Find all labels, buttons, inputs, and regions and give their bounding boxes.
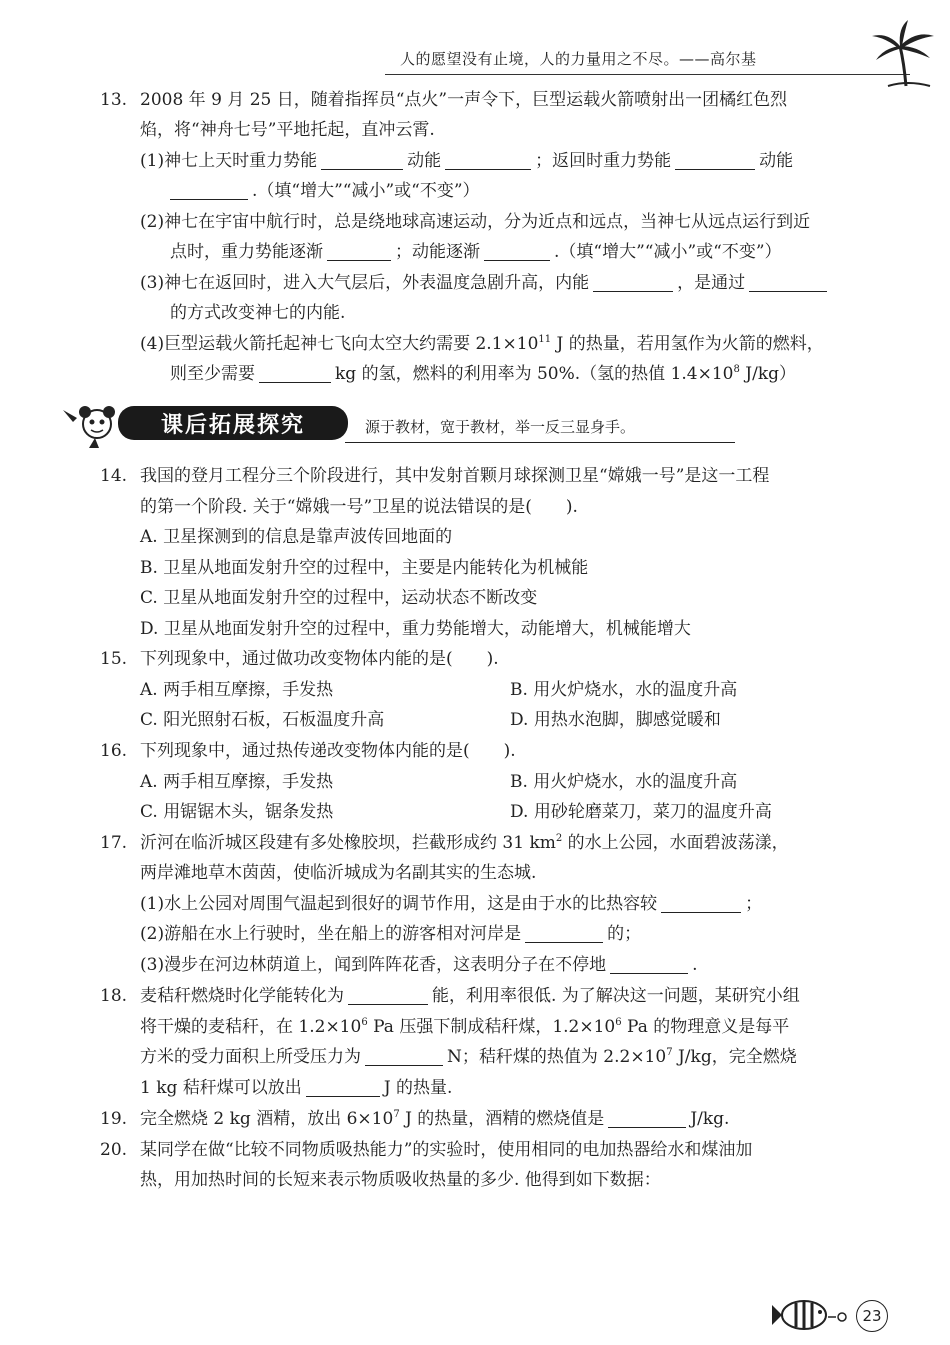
q13-sub3: (3)神七在返回时，进入大气层后，外表温度急剧升高，内能 ，是通过 [140, 269, 930, 297]
answer-blank[interactable] [306, 1078, 380, 1097]
q15-option-a: A. 两手相互摩擦，手发热 [140, 680, 334, 700]
section-underline [345, 442, 735, 443]
answer-blank[interactable] [348, 986, 428, 1005]
answer-blank[interactable] [593, 273, 673, 292]
answer-blank[interactable] [484, 242, 550, 261]
q20-line2: 热，用加热时间的长短来表示物质吸收热量的多少. 他得到如下数据： [140, 1170, 661, 1190]
q18-line3: 方米的受力面积上所受压力为 N；秸秆煤的热值为 $2.2\times 10^7$ J/kg，完全燃烧 [140, 1047, 797, 1067]
answer-blank[interactable] [608, 1109, 686, 1128]
q13-sub1-cont: .（填“增大”“减小”或“不变”） [170, 177, 950, 205]
q17-stem-line1: 17. 沂河在临沂城区段建有多处橡胶坝，拦截形成约 31 $km^2$ 的水上公园，水面碧波荡漾， [100, 833, 789, 853]
section-subtitle: 源于教材，宽于教材，举一反三显身手。 [365, 418, 636, 436]
q13-number: 13. [100, 90, 128, 110]
q14-stem-line1: 14. 我国的登月工程分三个阶段进行，其中发射首颗月球探测卫星“嫦娥一号”是这一工程 [100, 466, 770, 486]
section-title: 课后拓展探究 [118, 406, 348, 440]
q13-sub2: (2)神七在宇宙中航行时，总是绕地球高速运动，分为近点和远点，当神七从远点运行到近 [140, 212, 811, 232]
q18-line4: 1 kg 秸秆煤可以放出 J 的热量. [140, 1078, 453, 1098]
header-rule [385, 74, 910, 75]
q13-sub4-cont: 则至少需要 kg 的氢，燃料的利用率为 50%.（氢的热值 $1.4\times 10^8$ J/kg） [170, 364, 797, 384]
q13-sub2-cont: 点时，重力势能逐渐 ；动能逐渐 .（填“增大”“减小”或“不变”） [170, 242, 782, 262]
q16-option-a: A. 两手相互摩擦，手发热 [140, 772, 334, 792]
q18-line2: 将干燥的麦秸秆，在 $1.2\times 10^6$ Pa 压强下制成秸秆煤，$1.2\times 10^6$ Pa 的物理意义是每平 [140, 1017, 790, 1037]
palm-tree-icon [868, 18, 938, 88]
q13-stem-line1: 13. 2008 年 9 月 25 日，随着指挥员“点火”一声令下，巨型运载火箭喷射出一团橘红色烈 [100, 86, 890, 114]
answer-blank[interactable] [327, 242, 391, 261]
q18-line1: 18. 麦秸秆燃烧时化学能转化为 能，利用率很低. 为了解决这一问题，某研究小组 [100, 986, 800, 1006]
answer-blank[interactable] [675, 151, 755, 170]
q14-option-c: C. 卫星从地面发射升空的过程中，运动状态不断改变 [140, 588, 538, 608]
header-motto: 人的愿望没有止境，人的力量用之不尽。——高尔基 [400, 50, 757, 68]
answer-blank[interactable] [749, 273, 827, 292]
answer-blank[interactable] [259, 364, 331, 383]
q15-option-d: D. 用热水泡脚，脚感觉暖和 [510, 710, 721, 730]
q19-line: 19. 完全燃烧 2 kg 酒精，放出 $6\times 10^7$ J 的热量，酒精的燃烧值是 J/kg. [100, 1109, 730, 1129]
answer-blank[interactable] [365, 1047, 443, 1066]
q13-stem-line2: 焰，将“神舟七号”平地托起，直冲云霄. [140, 120, 435, 140]
q14-stem-line2: 的第一个阶段. 关于“嫦娥一号”卫星的说法错误的是( ). [140, 497, 578, 517]
answer-blank[interactable] [661, 894, 741, 913]
q16-option-c: C. 用锯锯木头，锯条发热 [140, 802, 334, 822]
section-banner [55, 400, 895, 450]
q16-stem: 16. 下列现象中，通过热传递改变物体内能的是( ). [100, 741, 516, 761]
q13-sub1: (1)神七上天时重力势能 动能 ；返回时重力势能 动能 [140, 151, 794, 171]
q17-stem-line2: 两岸滩地草木茵茵，使临沂城成为名副其实的生态城. [140, 863, 537, 883]
q15-option-c: C. 阳光照射石板，石板温度升高 [140, 710, 385, 730]
q16-option-b: B. 用火炉烧水，水的温度升高 [510, 772, 738, 792]
q17-sub3: (3)漫步在河边林荫道上，闻到阵阵花香，这表明分子在不停地 . [140, 955, 698, 975]
q15-stem: 15. 下列现象中，通过做功改变物体内能的是( ). [100, 649, 499, 669]
mascot-icon [55, 400, 125, 450]
q14-option-a: A. 卫星探测到的信息是靠声波传回地面的 [140, 527, 453, 547]
q16-option-d: D. 用砂轮磨菜刀，菜刀的温度升高 [510, 802, 772, 822]
answer-blank[interactable] [321, 151, 403, 170]
q20-line1: 20. 某同学在做“比较不同物质吸热能力”的实验时，使用相同的电加热器给水和煤油加 [100, 1140, 753, 1160]
q15-option-b: B. 用火炉烧水，水的温度升高 [510, 680, 738, 700]
answer-blank[interactable] [445, 151, 531, 170]
answer-blank[interactable] [610, 955, 688, 974]
q13-sub3-cont: 的方式改变神七的内能. [170, 303, 346, 323]
q17-sub1: (1)水上公园对周围气温起到很好的调节作用，这是由于水的比热容较 ； [140, 894, 763, 914]
answer-blank[interactable] [525, 924, 603, 943]
q14-option-d: D. 卫星从地面发射升空的过程中，重力势能增大，动能增大，机械能增大 [140, 619, 691, 639]
q13-sub4: (4)巨型运载火箭托起神七飞向太空大约需要 $2.1\times 10^{11}$ J 的热量，若用氢作为火箭的燃料， [140, 334, 824, 354]
fish-icon [770, 1295, 850, 1335]
q14-option-b: B. 卫星从地面发射升空的过程中，主要是内能转化为机械能 [140, 558, 589, 578]
page-number: 23 [856, 1300, 888, 1332]
q17-sub2: (2)游船在水上行驶时，坐在船上的游客相对河岸是 的； [140, 924, 642, 944]
answer-blank[interactable] [170, 181, 248, 200]
